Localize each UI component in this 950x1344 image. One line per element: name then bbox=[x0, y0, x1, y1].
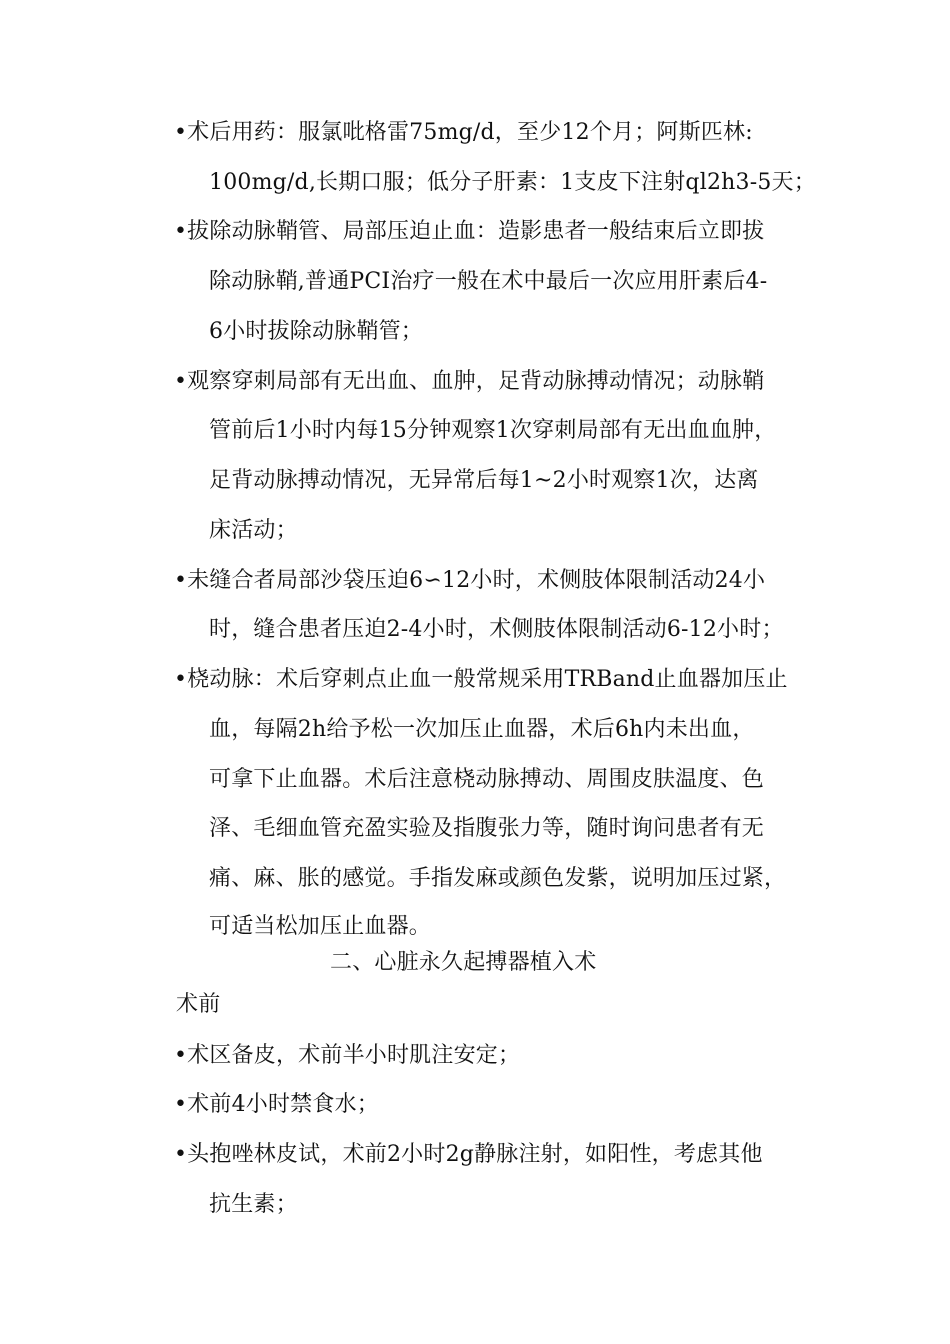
text-line: 100mg/d,长期口服；低分子肝素：1支皮下注射ql2h3-5天； bbox=[209, 170, 816, 195]
text-line: •未缝合者局部沙袋压迫6∽12小时，术侧肢体限制活动24小 bbox=[174, 568, 766, 593]
text-line: •术区备皮，术前半小时肌注安定； bbox=[174, 1043, 521, 1068]
text-line: 足背动脉搏动情况，无异常后每1~2小时观察1次，达离 bbox=[209, 468, 759, 493]
text-line: 痛、麻、胀的感觉。手指发麻或颜色发紫，说明加压过紧， bbox=[209, 866, 787, 891]
text-line: 6小时拔除动脉鞘管； bbox=[209, 319, 423, 344]
text-line: •术前4小时禁食水； bbox=[174, 1092, 379, 1117]
section-heading: 二、心脏永久起搏器植入术 bbox=[330, 950, 597, 975]
text-line: 可适当松加压止血器。 bbox=[209, 914, 432, 939]
text-line: 床活动； bbox=[209, 518, 298, 543]
subsection-heading: 术前 bbox=[176, 992, 221, 1017]
text-line: •桡动脉：术后穿刺点止血一般常规采用TRBand止血器加压止 bbox=[174, 667, 788, 692]
text-line: •头抱唑林皮试，术前2小时2g静脉注射，如阳性，考虑其他 bbox=[174, 1142, 763, 1167]
text-line: 可拿下止血器。术后注意桡动脉搏动、周围皮肤温度、色 bbox=[209, 767, 765, 792]
text-line: 血，每隔2h给予松一次加压止血器，术后6h内未出血， bbox=[209, 717, 755, 742]
text-line: 管前后1小时内每15分钟观察1次穿刺局部有无出血血肿， bbox=[209, 418, 777, 443]
text-line: •观察穿刺局部有无出血、血肿，足背动脉搏动情况；动脉鞘 bbox=[174, 369, 765, 394]
text-line: 泽、毛细血管充盈实验及指腹张力等，随时询问患者有无 bbox=[209, 816, 765, 841]
text-line: •术后用药：服氯吡格雷75mg/d，至少12个月；阿斯匹林: bbox=[174, 120, 753, 145]
text-line: 除动脉鞘,普通PCI治疗一般在术中最后一次应用肝素后4- bbox=[209, 269, 768, 294]
text-line: 抗生素； bbox=[209, 1192, 298, 1217]
text-line: •拔除动脉鞘管、局部压迫止血：造影患者一般结束后立即拔 bbox=[174, 219, 765, 244]
text-line: 时，缝合患者压迫2-4小时，术侧肢体限制活动6-12小时； bbox=[209, 617, 784, 642]
